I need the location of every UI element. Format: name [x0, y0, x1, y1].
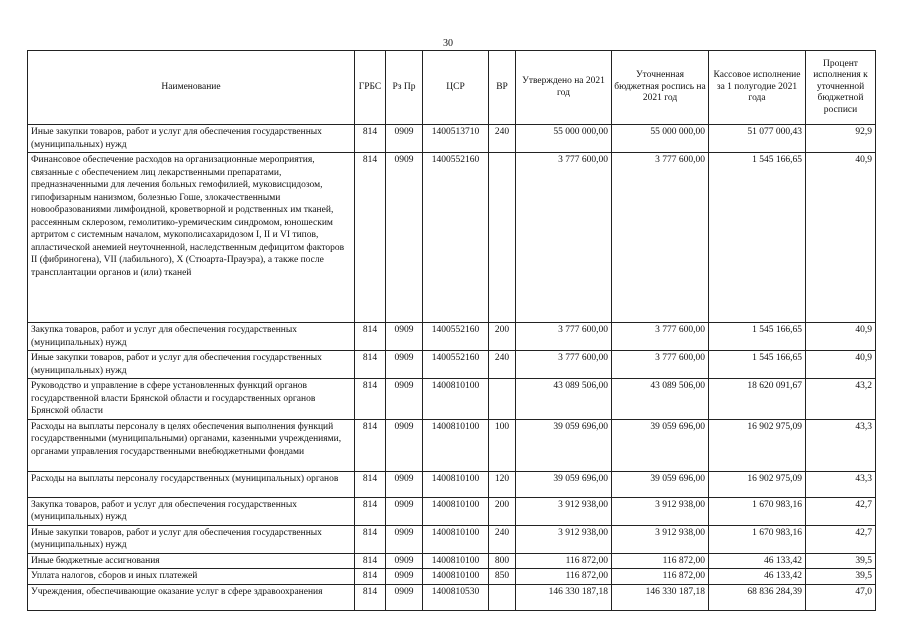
row-approved: 55 000 000,00 — [516, 125, 612, 153]
row-csr: 1400513710 — [423, 125, 489, 153]
row-refined: 146 330 187,18 — [612, 584, 709, 610]
row-csr: 1400552160 — [423, 153, 489, 323]
row-refined: 116 872,00 — [612, 569, 709, 585]
row-name: Иные закупки товаров, работ и услуг для обеспечения государственных (муниципальных) нужд — [28, 125, 355, 153]
row-grbs: 814 — [355, 471, 386, 497]
row-grbs: 814 — [355, 569, 386, 585]
row-vr — [489, 584, 516, 610]
row-cash: 1 545 166,65 — [709, 153, 806, 323]
row-csr: 1400810100 — [423, 569, 489, 585]
row-cash: 16 902 975,09 — [709, 471, 806, 497]
row-refined: 3 912 938,00 — [612, 497, 709, 525]
row-refined: 39 059 696,00 — [612, 471, 709, 497]
row-rzpr: 0909 — [386, 379, 423, 420]
row-csr: 1400810100 — [423, 471, 489, 497]
row-name: Иные бюджетные ассигнования — [28, 553, 355, 569]
row-percent: 47,0 — [806, 584, 876, 610]
row-approved: 146 330 187,18 — [516, 584, 612, 610]
row-csr: 1400810530 — [423, 584, 489, 610]
table-header-row — [28, 51, 876, 125]
row-name: Иные закупки товаров, работ и услуг для обеспечения государственных (муниципальных) нужд — [28, 351, 355, 379]
row-cash: 46 133,42 — [709, 569, 806, 585]
col-header-refined: Уточненная бюджетная роспись на 2021 год — [612, 51, 709, 125]
row-name: Расходы на выплаты персоналу в целях обеспечения выполнения функций государственными (муниципальными) органами, казенными учреждениями, органами управления государственными внебюджетными фондами — [28, 419, 355, 471]
row-grbs: 814 — [355, 153, 386, 323]
budget-execution-table — [27, 50, 876, 611]
row-percent: 43,2 — [806, 379, 876, 420]
row-vr: 120 — [489, 471, 516, 497]
table-row — [28, 553, 876, 569]
row-rzpr: 0909 — [386, 471, 423, 497]
row-rzpr: 0909 — [386, 125, 423, 153]
row-rzpr: 0909 — [386, 497, 423, 525]
row-grbs: 814 — [355, 125, 386, 153]
table-row — [28, 497, 876, 525]
col-header-approved: Утверждено на 2021 год — [516, 51, 612, 125]
row-grbs: 814 — [355, 351, 386, 379]
row-percent: 39,5 — [806, 553, 876, 569]
row-percent: 40,9 — [806, 323, 876, 351]
row-refined: 55 000 000,00 — [612, 125, 709, 153]
row-name: Закупка товаров, работ и услуг для обеспечения государственных (муниципальных) нужд — [28, 497, 355, 525]
row-rzpr: 0909 — [386, 419, 423, 471]
page-number: 30 — [443, 38, 453, 49]
row-refined: 3 777 600,00 — [612, 351, 709, 379]
row-approved: 3 777 600,00 — [516, 351, 612, 379]
row-vr: 240 — [489, 351, 516, 379]
row-cash: 51 077 000,43 — [709, 125, 806, 153]
row-approved: 39 059 696,00 — [516, 471, 612, 497]
row-rzpr: 0909 — [386, 323, 423, 351]
row-rzpr: 0909 — [386, 569, 423, 585]
table-row — [28, 351, 876, 379]
row-grbs: 814 — [355, 323, 386, 351]
row-csr: 1400810100 — [423, 379, 489, 420]
row-cash: 68 836 284,39 — [709, 584, 806, 610]
row-vr — [489, 153, 516, 323]
table-row — [28, 584, 876, 610]
table-row — [28, 569, 876, 585]
row-cash: 46 133,42 — [709, 553, 806, 569]
row-cash: 1 545 166,65 — [709, 323, 806, 351]
row-grbs: 814 — [355, 525, 386, 553]
row-name: Иные закупки товаров, работ и услуг для обеспечения государственных (муниципальных) нужд — [28, 525, 355, 553]
row-refined: 3 777 600,00 — [612, 153, 709, 323]
row-approved: 3 777 600,00 — [516, 323, 612, 351]
row-cash: 1 670 983,16 — [709, 525, 806, 553]
row-rzpr: 0909 — [386, 153, 423, 323]
row-refined: 116 872,00 — [612, 553, 709, 569]
row-vr: 100 — [489, 419, 516, 471]
row-cash: 18 620 091,67 — [709, 379, 806, 420]
row-name: Уплата налогов, сборов и иных платежей — [28, 569, 355, 585]
row-csr: 1400552160 — [423, 351, 489, 379]
row-percent: 42,7 — [806, 497, 876, 525]
table-row — [28, 323, 876, 351]
row-vr: 800 — [489, 553, 516, 569]
row-percent: 42,7 — [806, 525, 876, 553]
table-row — [28, 153, 876, 323]
row-csr: 1400810100 — [423, 525, 489, 553]
row-csr: 1400552160 — [423, 323, 489, 351]
col-header-grbs: ГРБС — [355, 51, 386, 125]
row-approved: 43 089 506,00 — [516, 379, 612, 420]
row-name: Финансовое обеспечение расходов на организационные мероприятия, связанные с обеспечением лиц лекарственными препаратами, предназначенными для лечения больных гемофилией, муковисцидозом, гипофизарным нанизмом, болезнью Гоше, злокачественными новообразованиями лимфоидной, кроветворной и родственных им тканей, рассеянным склерозом, гемолитико-уремическим синдромом, юношеским артритом с системным началом, мукополисахаридозом I, II и VI типов, апластической анемией неуточненной, наследственным дефицитом факторов II (фибриногена), VII (лабильного), X (Стюарта-Прауэра), а также после трансплантации органов и (или) тканей — [28, 153, 355, 323]
row-percent: 43,3 — [806, 471, 876, 497]
row-vr — [489, 379, 516, 420]
row-approved: 3 912 938,00 — [516, 497, 612, 525]
row-rzpr: 0909 — [386, 351, 423, 379]
row-vr: 240 — [489, 125, 516, 153]
row-cash: 1 545 166,65 — [709, 351, 806, 379]
row-cash: 1 670 983,16 — [709, 497, 806, 525]
row-vr: 240 — [489, 525, 516, 553]
row-approved: 39 059 696,00 — [516, 419, 612, 471]
row-percent: 43,3 — [806, 419, 876, 471]
row-approved: 116 872,00 — [516, 569, 612, 585]
col-header-csr: ЦСР — [423, 51, 489, 125]
row-vr: 850 — [489, 569, 516, 585]
row-vr: 200 — [489, 323, 516, 351]
row-grbs: 814 — [355, 419, 386, 471]
row-name: Руководство и управление в сфере установленных функций органов государственной власти Брянской области и государственных органов Брянской области — [28, 379, 355, 420]
table-row — [28, 379, 876, 420]
row-percent: 40,9 — [806, 351, 876, 379]
row-rzpr: 0909 — [386, 553, 423, 569]
row-percent: 40,9 — [806, 153, 876, 323]
row-name: Расходы на выплаты персоналу государственных (муниципальных) органов — [28, 471, 355, 497]
col-header-vr: ВР — [489, 51, 516, 125]
col-header-rzpr: Рз Пр — [386, 51, 423, 125]
row-approved: 3 912 938,00 — [516, 525, 612, 553]
row-refined: 3 777 600,00 — [612, 323, 709, 351]
row-csr: 1400810100 — [423, 553, 489, 569]
row-grbs: 814 — [355, 584, 386, 610]
row-csr: 1400810100 — [423, 419, 489, 471]
row-refined: 43 089 506,00 — [612, 379, 709, 420]
col-header-percent: Процент исполнения к уточненной бюджетной росписи — [806, 51, 876, 125]
table-row — [28, 471, 876, 497]
row-vr: 200 — [489, 497, 516, 525]
row-approved: 3 777 600,00 — [516, 153, 612, 323]
row-percent: 39,5 — [806, 569, 876, 585]
row-refined: 39 059 696,00 — [612, 419, 709, 471]
table-row — [28, 125, 876, 153]
row-rzpr: 0909 — [386, 584, 423, 610]
row-csr: 1400810100 — [423, 497, 489, 525]
row-grbs: 814 — [355, 553, 386, 569]
row-name: Учреждения, обеспечивающие оказание услуг в сфере здравоохранения — [28, 584, 355, 610]
table-row — [28, 419, 876, 471]
row-grbs: 814 — [355, 379, 386, 420]
row-rzpr: 0909 — [386, 525, 423, 553]
row-cash: 16 902 975,09 — [709, 419, 806, 471]
row-refined: 3 912 938,00 — [612, 525, 709, 553]
col-header-name: Наименование — [28, 51, 355, 125]
table-row — [28, 525, 876, 553]
row-grbs: 814 — [355, 497, 386, 525]
col-header-cash: Кассовое исполнение за 1 полугодие 2021 года — [709, 51, 806, 125]
row-approved: 116 872,00 — [516, 553, 612, 569]
row-name: Закупка товаров, работ и услуг для обеспечения государственных (муниципальных) нужд — [28, 323, 355, 351]
row-percent: 92,9 — [806, 125, 876, 153]
